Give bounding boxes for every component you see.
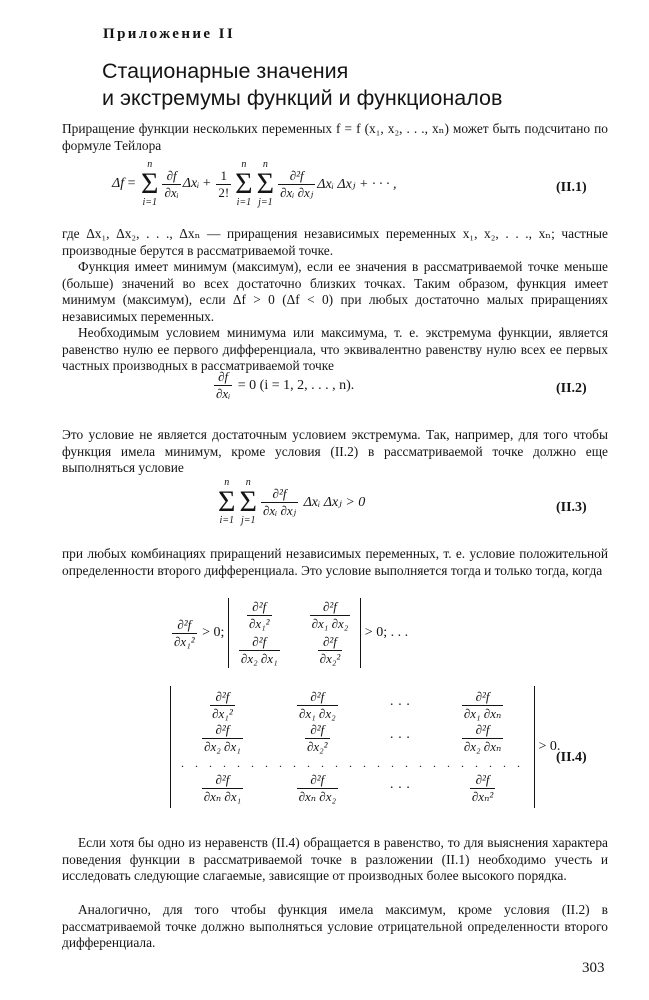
paragraph-7: Если хотя бы одно из неравенств (II.4) обращается в равенство, то для выяснения характера поведения функции в рассматриваемой точке в разложении (II.1) необходимо учесть и исследовать следующие слагаемые, зависящие от производных более высокого порядка. (62, 835, 608, 884)
determinant-2x2: $\frac{\text{∂²f}}{\text{∂x₁²}}$ $\frac{\text{∂²f}}{\text{∂x₁ ∂x₂}}$ $\frac{\text{∂²f}}{\text{∂x₂ ∂x₁}}$ $\frac{\text{∂²f}}{\text{∂x₂²}}$ (228, 598, 361, 668)
determinant-nxn: $\frac{\text{∂²f}}{\text{∂x₁²}}$ $\frac{\text{∂²f}}{\text{∂x₁ ∂x₂}}$ · · · $\frac{\text{∂²f}}{\text{∂x₁ ∂xₙ}}$ $\frac{\text{∂²f}}{\text{∂x₂ ∂x₁}}$ $\frac{\text{∂²f}}{\text{∂x₂²}}$ · · · $\frac{\text{∂²f}}{\text{∂x₂ ∂xₙ}}$ . . . . . . . . . . . . . . . . . . . . . . . . . $\frac{\text{∂²f}}{\text{∂xₙ ∂x₁}}$ $\frac{\text{∂²f}}{\text{∂xₙ ∂x₂}}$ · · · $\frac{\text{∂²f}}{\text{∂xₙ²}}$ (170, 686, 535, 808)
page-title (102, 58, 502, 112)
paragraph-4: Необходимым условием минимума или максимума, т. е. экстремума функции, является равенство нулю ее первого дифференциала, что эквивалентно равенству нулю всех ее первых частных производных в рассматриваемой точке (62, 325, 608, 374)
equation-label-II-3: (II.3) (556, 500, 587, 515)
title-line-2: и экстремумы функций и функционалов (102, 86, 503, 110)
equation-II-1: Δf = n Σ i=1 $\frac{\partial f}{\text{∂xᵢ}}$ Δxᵢ + $\frac{1}{2!}$ n Σ i=1 n Σ j=1 $\frac{\text{∂²f}}{\text{∂xᵢ ∂xⱼ}}$ Δxᵢ Δxⱼ + · · · , (112, 159, 397, 208)
page-number: 303 (582, 960, 605, 976)
paragraph-1: Приращение функции нескольких переменных f = f (x₁, x₂, . . ., xₙ) может быть подсчитано по формуле Тейлора (62, 121, 608, 153)
equation-label-II-1: (II.1) (556, 180, 587, 195)
sum-symbol: n Σ i=1 (141, 159, 159, 208)
paragraph-5: Это условие не является достаточным условием экстремума. Так, например, для того чтобы функция имела минимум, кроме условия (II.2) в рассматриваемой точке должно еще выполняться условие (62, 427, 608, 476)
determinant-condition-n: $\frac{\text{∂²f}}{\text{∂x₁²}}$ $\frac{\text{∂²f}}{\text{∂x₁ ∂x₂}}$ · · · $\frac{\text{∂²f}}{\text{∂x₁ ∂xₙ}}$ $\frac{\text{∂²f}}{\text{∂x₂ ∂x₁}}$ $\frac{\text{∂²f}}{\text{∂x₂²}}$ · · · $\frac{\text{∂²f}}{\text{∂x₂ ∂xₙ}}$ . . . . . . . . . . . . . . . . . . . . . . . . . $\frac{\text{∂²f}}{\text{∂xₙ ∂x₁}}$ $\frac{\text{∂²f}}{\text{∂xₙ ∂x₂}}$ · · · $\frac{\text{∂²f}}{\text{∂xₙ²}}$ > 0. (170, 686, 560, 808)
paragraph-8: Аналогично, для того чтобы функция имела максимум, кроме условия (II.2) в рассматриваемой точке должно выполняться условие отрицательной определенности второго дифференциала. (62, 902, 608, 951)
title-line-1: Стационарные значения (102, 59, 349, 83)
paragraph-6: при любых комбинациях приращений независимых переменных, т. е. условие положительной определенности второго дифференциала. Это условие выполняется тогда и только тогда, когда (62, 546, 608, 578)
appendix-label: Приложение II (103, 26, 236, 42)
equation-label-II-4: (II.4) (556, 750, 587, 765)
paragraph-2: где Δx₁, Δx₂, . . ., Δxₙ — приращения независимых переменных x₁, x₂, . . ., xₙ; частные производные берутся в рассматриваемой точке. (62, 226, 608, 258)
equation-II-2: $\frac{\partial f}{\text{∂xᵢ}}$ = 0 (i = 1, 2, . . . , n). (216, 369, 355, 401)
paragraph-3: Функция имеет минимум (максимум), если ее значения в рассматриваемой точке меньше (больше) значений во всех достаточно близких точках. Таким образом, функция имеет минимум (максимум), если Δf > 0 (Δf < 0) при любых достаточно малых приращениях независимых переменных. (62, 259, 608, 324)
equation-II-3: n Σ i=1 n Σ j=1 $\frac{\text{∂²f}}{\text{∂xᵢ ∂xⱼ}}$ Δxᵢ Δxⱼ > 0 (218, 477, 366, 526)
equation-label-II-2: (II.2) (556, 381, 587, 396)
determinant-condition-1: $\frac{\text{∂²f}}{\text{∂x₁²}}$ > 0; $\frac{\text{∂²f}}{\text{∂x₁²}}$ $\frac{\text{∂²f}}{\text{∂x₁ ∂x₂}}$ $\frac{\text{∂²f}}{\text{∂x₂ ∂x₁}}$ $\frac{\text{∂²f}}{\text{∂x₂²}}$ > 0; . . . (174, 599, 409, 666)
